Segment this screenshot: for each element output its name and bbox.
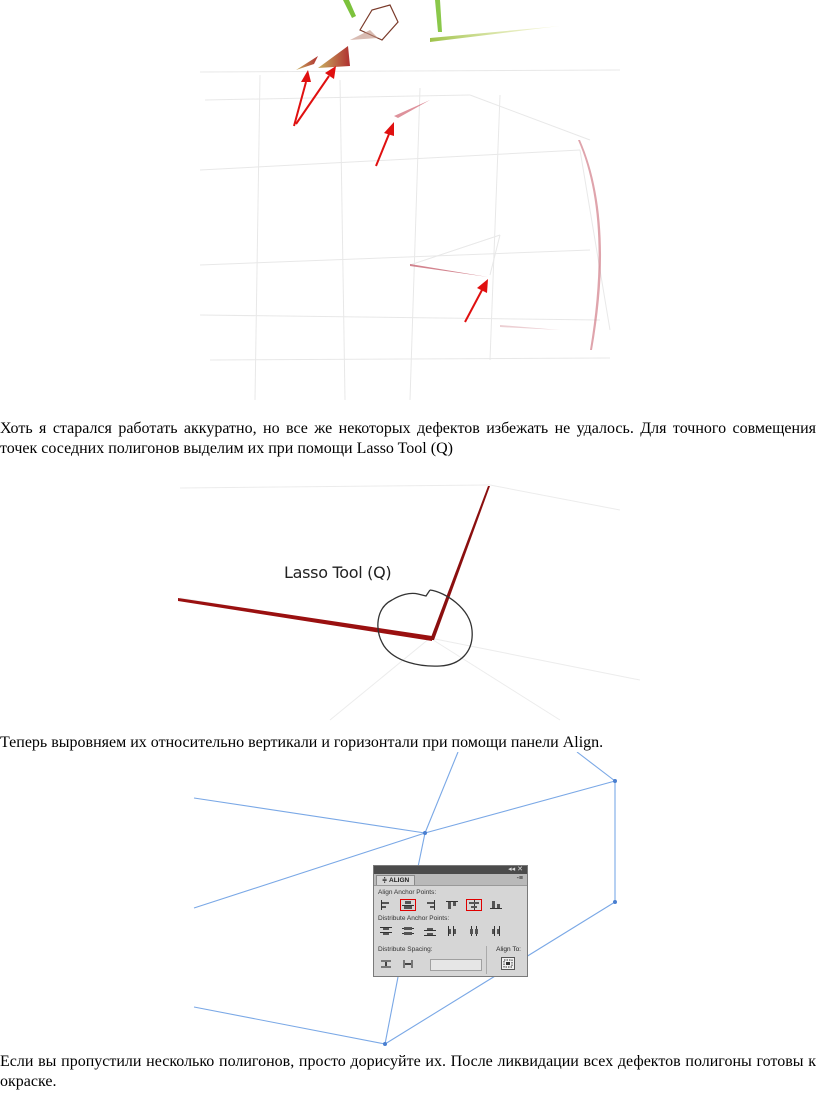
vertical-align-top-button[interactable] bbox=[444, 899, 460, 911]
paragraph-align: Теперь выровняем их относительно вертикали и горизонтали при помощи панели Align. bbox=[0, 734, 604, 751]
distribute-center-icon bbox=[402, 926, 414, 936]
panel-divider bbox=[486, 946, 487, 974]
distribute-top-button[interactable] bbox=[378, 925, 394, 937]
red-stroke-vertical bbox=[430, 486, 490, 640]
align-top-icon bbox=[446, 900, 458, 910]
distribute-horizontal-spacing-button[interactable] bbox=[400, 958, 416, 970]
horizontal-align-right-button[interactable] bbox=[422, 899, 438, 911]
align-anchor-buttons bbox=[378, 899, 504, 911]
paragraph-defects: Хоть я старался работать аккуратно, но все же некоторых дефектов избежать не удалось. Для точного совмещения точек соседних полигонов выделим их при помощи Lasso Tool (Q) bbox=[0, 420, 816, 457]
distribute-right-button[interactable] bbox=[488, 925, 504, 937]
distribute-left-button[interactable] bbox=[444, 925, 460, 937]
section-distribute-spacing-label: Distribute Spacing: bbox=[378, 946, 433, 953]
align-right-icon bbox=[424, 900, 436, 910]
vertical-spacing-icon bbox=[380, 959, 392, 969]
grid-lines bbox=[200, 70, 620, 400]
distribute-horizontal-center-button[interactable] bbox=[466, 925, 482, 937]
spacing-value-input[interactable] bbox=[430, 959, 482, 971]
distribute-top-icon bbox=[380, 926, 392, 936]
lasso-selection-loop bbox=[378, 590, 472, 666]
align-to-dropdown[interactable] bbox=[501, 957, 515, 970]
align-to-label: Align To: bbox=[496, 946, 521, 953]
distribute-bottom-button[interactable] bbox=[422, 925, 438, 937]
plant-stems bbox=[343, 0, 560, 42]
figure-align bbox=[0, 752, 816, 1047]
distribute-spacing-buttons bbox=[378, 958, 416, 970]
panel-titlebar[interactable] bbox=[374, 866, 527, 874]
lasso-tool-label: Lasso Tool (Q) bbox=[284, 563, 392, 582]
vertical-align-bottom-button[interactable] bbox=[488, 899, 504, 911]
align-left-icon bbox=[380, 900, 392, 910]
align-panel[interactable] bbox=[373, 865, 528, 977]
distribute-vertical-spacing-button[interactable] bbox=[378, 958, 394, 970]
distribute-horizontal-center-icon bbox=[468, 926, 480, 936]
section-distribute-anchor-label: Distribute Anchor Points: bbox=[378, 915, 450, 922]
figure-lasso bbox=[0, 470, 816, 725]
defects-illustration bbox=[0, 0, 816, 400]
align-horizontal-center-icon bbox=[468, 900, 480, 910]
distribute-center-button[interactable] bbox=[400, 925, 416, 937]
distribute-left-icon bbox=[446, 926, 458, 936]
paragraph-finish: Если вы пропустили несколько полигонов, просто дорисуйте их. После ликвидации всех дефектов полигоны готовы к окраске. bbox=[0, 1053, 816, 1090]
tab-align[interactable]: ≑ ALIGN bbox=[376, 875, 415, 885]
align-bottom-icon bbox=[490, 900, 502, 910]
vertical-align-center-button[interactable] bbox=[400, 899, 416, 911]
horizontal-spacing-icon bbox=[402, 959, 414, 969]
red-arrows bbox=[294, 66, 488, 322]
horizontal-align-center-button[interactable] bbox=[466, 899, 482, 911]
figure-defects bbox=[0, 0, 816, 400]
align-vertical-center-icon bbox=[402, 900, 414, 910]
horizontal-align-left-button[interactable] bbox=[378, 899, 394, 911]
align-to-key-object-icon bbox=[502, 958, 514, 969]
lasso-illustration bbox=[0, 470, 816, 725]
panel-tab-row bbox=[374, 874, 527, 886]
distribute-right-icon bbox=[490, 926, 502, 936]
distribute-anchor-buttons bbox=[378, 925, 504, 937]
panel-menu-icon[interactable]: -≡ bbox=[516, 875, 523, 882]
lasso-grid-lines bbox=[180, 485, 640, 720]
panel-window-controls[interactable]: ◂◂ ✕ bbox=[508, 866, 523, 873]
distribute-bottom-icon bbox=[424, 926, 436, 936]
section-align-anchor-label: Align Anchor Points: bbox=[378, 889, 437, 896]
red-stroke-horizontal bbox=[178, 598, 432, 641]
